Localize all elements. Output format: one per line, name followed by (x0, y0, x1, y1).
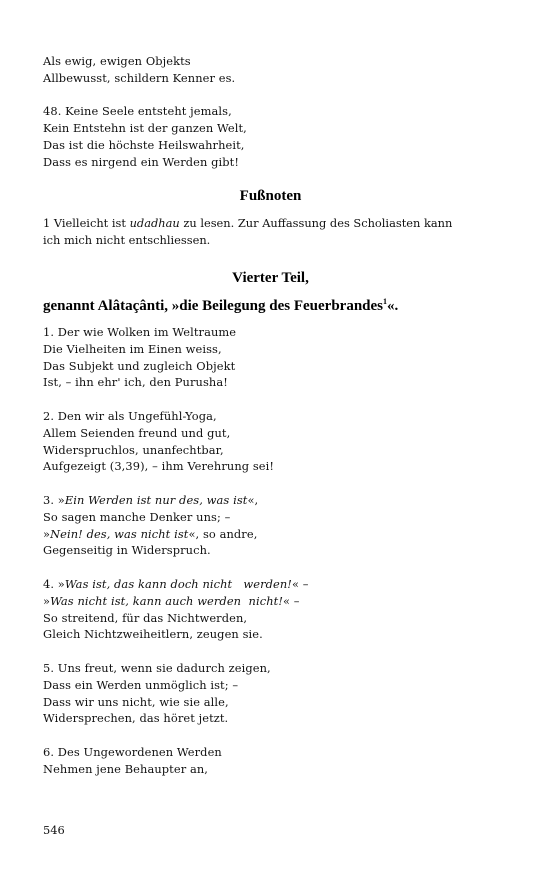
stanza-3 (43, 492, 513, 559)
footnotes-heading: Fußnoten (239, 188, 302, 205)
verse-line: 1. Der wie Wolken im Weltraume (43, 324, 237, 339)
verse-text: 3. » (43, 492, 65, 507)
verse-text: « – (283, 593, 300, 608)
footnote-ref: 1 (383, 296, 388, 306)
verse-italic: Was ist, das kann doch nicht werden! (64, 576, 292, 591)
verse-italic: Ein Werden ist nur des, was ist (64, 492, 248, 507)
verse-line: Gegenseitig in Widerspruch. (43, 543, 211, 558)
verse-line: 48. Keine Seele entsteht jemals, (43, 104, 232, 119)
footnote-1-cont: ich mich nicht entschliessen. (43, 233, 211, 248)
verse-text: «, so andre, (188, 526, 258, 541)
verse-line: Kein Entstehn ist der ganzen Welt, (43, 121, 247, 136)
footnote-text: zu lesen. Zur Auffassung des Scholiasten kann (179, 216, 453, 231)
verse-line: Das ist die höchste Heilswahrheit, (43, 137, 245, 152)
verse-text: » (43, 526, 51, 541)
stanza-47-end (43, 53, 513, 87)
verse-text: » (43, 593, 51, 608)
stanza-2 (43, 408, 513, 475)
verse-line (43, 593, 513, 610)
verse-line (43, 576, 513, 593)
verse-line: Ist, – ihn ehr' ich, den Purusha! (43, 375, 228, 390)
verse-line (43, 526, 513, 543)
verse-line (43, 492, 513, 509)
verse-line: Dass es nirgend ein Werden gibt! (43, 154, 240, 169)
stanza-48 (43, 103, 513, 170)
verse-line: Widersprechen, das höret jetzt. (43, 711, 229, 726)
footnote-text: 1 Vielleicht ist (43, 216, 130, 231)
verse-italic: Nein! des, was nicht ist (50, 526, 189, 541)
part-subtitle-text: genannt Alâtaçânti, »die Beilegung des Feuerbrandes (43, 297, 384, 314)
verse-text: «, (247, 492, 259, 507)
verse-italic: Was nicht ist, kann auch werden nicht! (50, 593, 283, 608)
stanza-6 (43, 744, 513, 778)
verse-line: Als ewig, ewigen Objekts (43, 54, 191, 68)
page-number: 546 (43, 823, 65, 837)
verse-line: 2. Den wir als Ungefühl-Yoga, (43, 408, 217, 423)
verse-line: Allbewusst, schildern Kenner es. (43, 70, 236, 85)
verse-line: Nehmen jene Behaupter an, (43, 761, 209, 776)
verse-line: Widerspruchlos, unanfechtbar, (43, 442, 224, 457)
part-subtitle (43, 297, 513, 315)
verse-line: Allem Seienden freund und gut, (43, 425, 231, 440)
part-subtitle-end: «. (387, 297, 399, 314)
verse-line: Dass ein Werden unmöglich ist; – (43, 677, 239, 692)
verse-line: Die Vielheiten im Einen weiss, (43, 341, 222, 356)
page-content (43, 53, 513, 794)
part-title: Vierter Teil, (232, 269, 309, 286)
verse-line: Aufgezeigt (3,39), – ihm Verehrung sei! (43, 459, 275, 474)
verse-line: 5. Uns freut, wenn sie dadurch zeigen, (43, 660, 271, 675)
footnote-1 (43, 215, 513, 232)
verse-text: « – (291, 576, 309, 591)
verse-line: 6. Des Ungewordenen Werden (43, 744, 222, 759)
verse-line: So streitend, für das Nichtwerden, (43, 610, 248, 625)
verse-line: Gleich Nichtzweiheitlern, zeugen sie. (43, 627, 263, 642)
stanza-4 (43, 576, 513, 643)
verse-line: Dass wir uns nicht, wie sie alle, (43, 694, 229, 709)
verse-line: So sagen manche Denker uns; – (43, 509, 231, 524)
stanza-5 (43, 660, 513, 727)
stanza-1 (43, 324, 513, 391)
footnote-italic: udadhau (129, 216, 180, 231)
verse-line: Das Subjekt und zugleich Objekt (43, 358, 236, 373)
verse-text: 4. » (43, 576, 65, 591)
